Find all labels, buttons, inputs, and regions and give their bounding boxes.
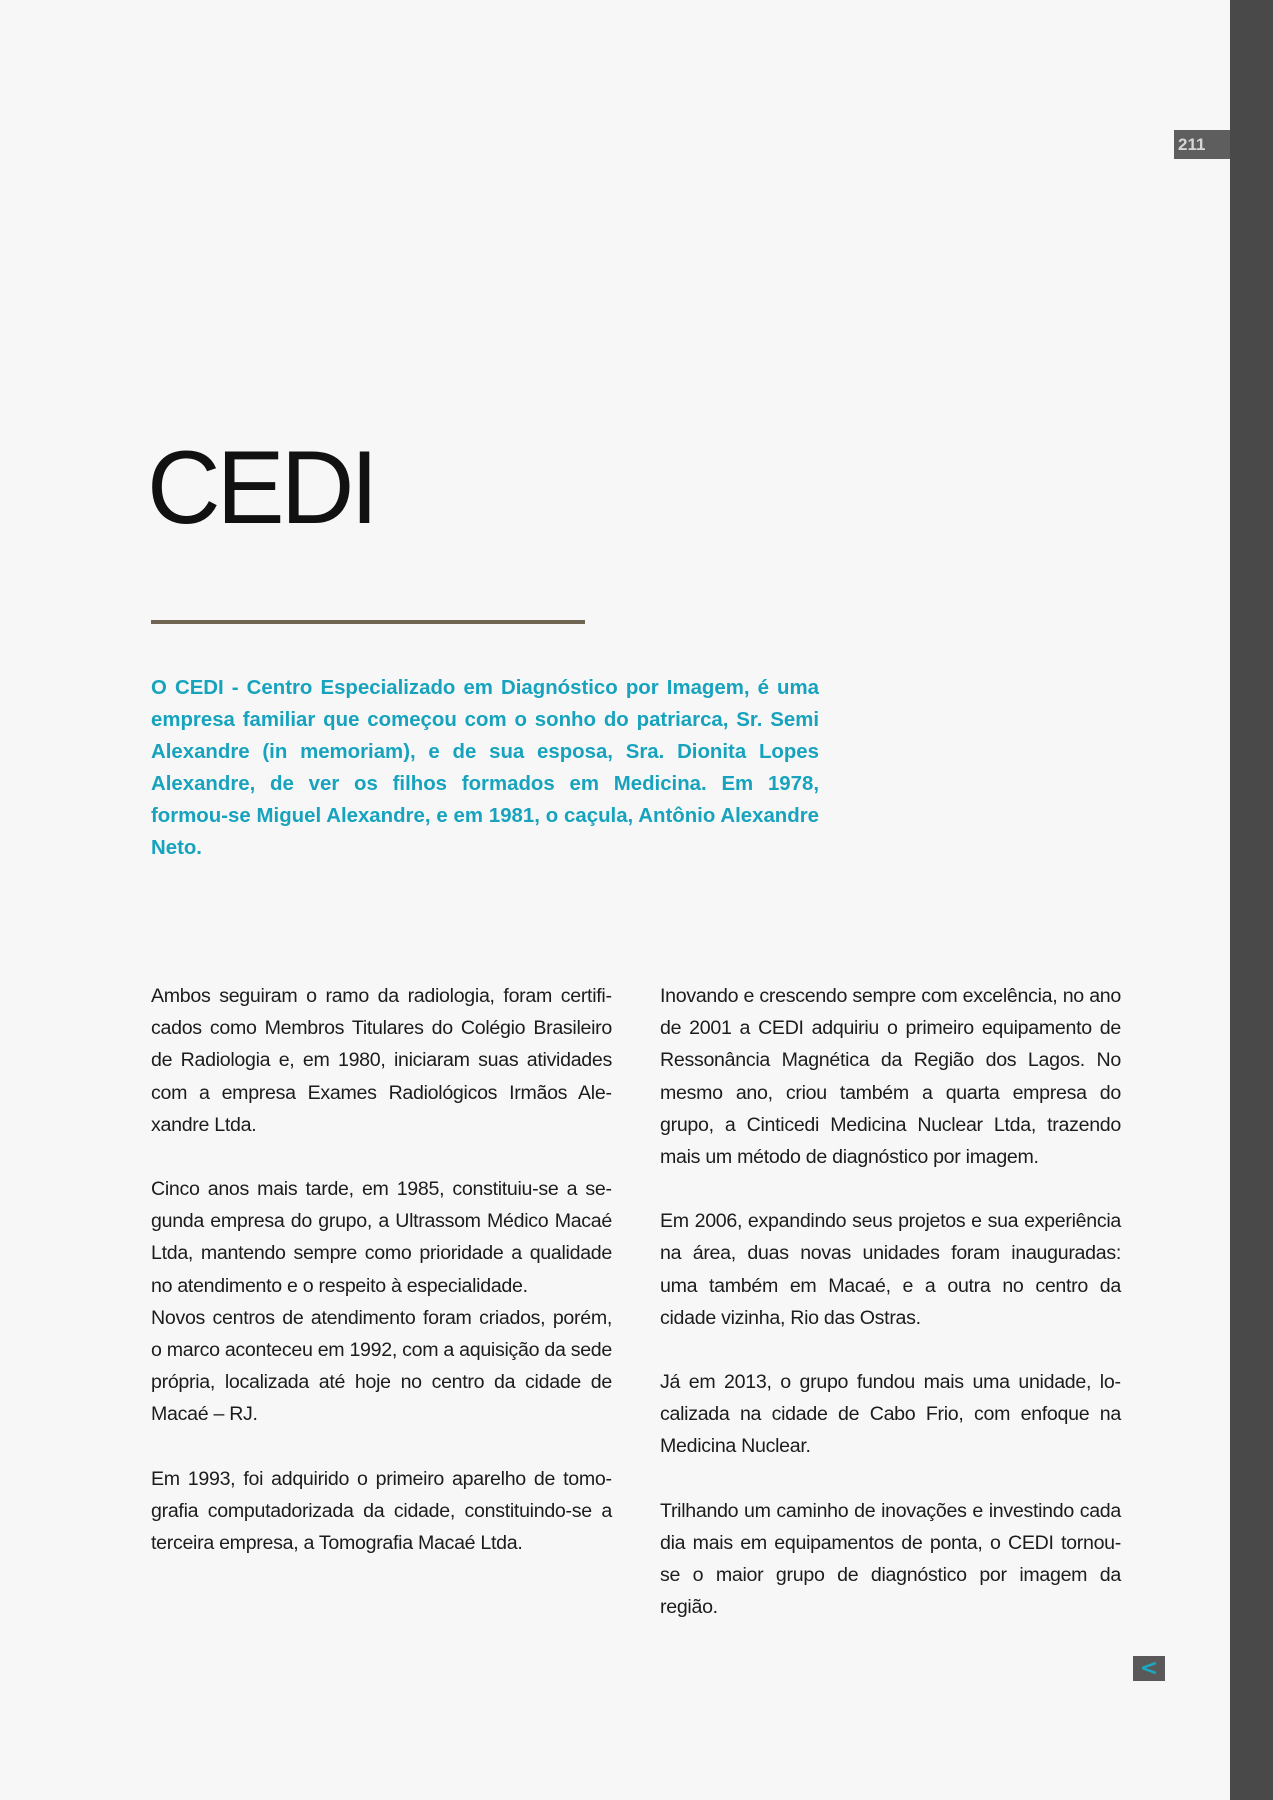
lead-paragraph: O CEDI - Centro Especializado em Diagnóstico por Imagem, é uma empresa familiar que começou com o sonho do patriarca, Sr. Semi Alexandre (in memoriam), e de sua esposa, Sra. Dionita Lopes Alexandre, de ver os filhos formados em Medicina. Em 1978, formou-se Miguel Alexandre, e em 1981, o caçula, Antônio Alexandre Neto. bbox=[151, 677, 819, 859]
page-title: CEDI bbox=[147, 430, 375, 546]
side-bar bbox=[1230, 0, 1273, 1800]
body-paragraph: Trilhando um caminho de inovações e investindo cada dia mais em equipamentos de ponta, o CEDI tornou-se o maior grupo de diagnóstico por imagem da região. bbox=[660, 1499, 1121, 1619]
left-column bbox=[151, 980, 612, 1591]
body-paragraph: Em 2006, expandindo seus projetos e sua experiência na área, duas novas unidades foram inauguradas: uma também em Macaé, e a outra no centro da cidade vizinha, Rio das Ostras. bbox=[660, 1210, 1121, 1329]
back-button[interactable] bbox=[1133, 1656, 1165, 1681]
chevron-left-icon: < bbox=[1139, 1656, 1159, 1681]
body-paragraph: Em 1993, foi adquirido o primeiro aparelho de tomografia computadorizada da cidade, constituindo-se a terceira empresa, a Tomografia Macaé Ltda. bbox=[151, 1467, 612, 1555]
body-paragraph: Cinco anos mais tarde, em 1985, constituiu-se a segunda empresa do grupo, a Ultrassom Médico Macaé Ltda, mantendo sempre como prioridade a qualidade no atendimento e o respeito à especialidade. bbox=[151, 1178, 612, 1297]
title-divider bbox=[151, 620, 585, 624]
body-paragraph: Inovando e crescendo sempre com excelência, no ano de 2001 a CEDI adquiriu o primeiro equipamento de Ressonância Magnética da Região dos Lagos. No mesmo ano, criou também a quarta empresa do grupo, a Cinticedi Medicina Nuclear Ltda, trazendo mais um método de diagnóstico por imagem. bbox=[660, 985, 1121, 1169]
page-number: 211 bbox=[1174, 130, 1230, 159]
body-paragraph: Novos centros de atendimento foram criados, porém, o marco aconteceu em 1992, com a aquisição da sede própria, localizada até hoje no centro da cidade de Macaé – RJ. bbox=[151, 1306, 612, 1426]
body-paragraph: Já em 2013, o grupo fundou mais uma unidade, localizada na cidade de Cabo Frio, com enfoque na Medicina Nuclear. bbox=[660, 1371, 1121, 1458]
body-paragraph: Ambos seguiram o ramo da radiologia, foram certificados como Membros Titulares do Colégio Brasileiro de Radiologia e, em 1980, iniciaram suas atividades com a empresa Exames Radiológicos Irmãos Alexandre Ltda. bbox=[151, 985, 612, 1136]
right-column bbox=[660, 980, 1121, 1655]
